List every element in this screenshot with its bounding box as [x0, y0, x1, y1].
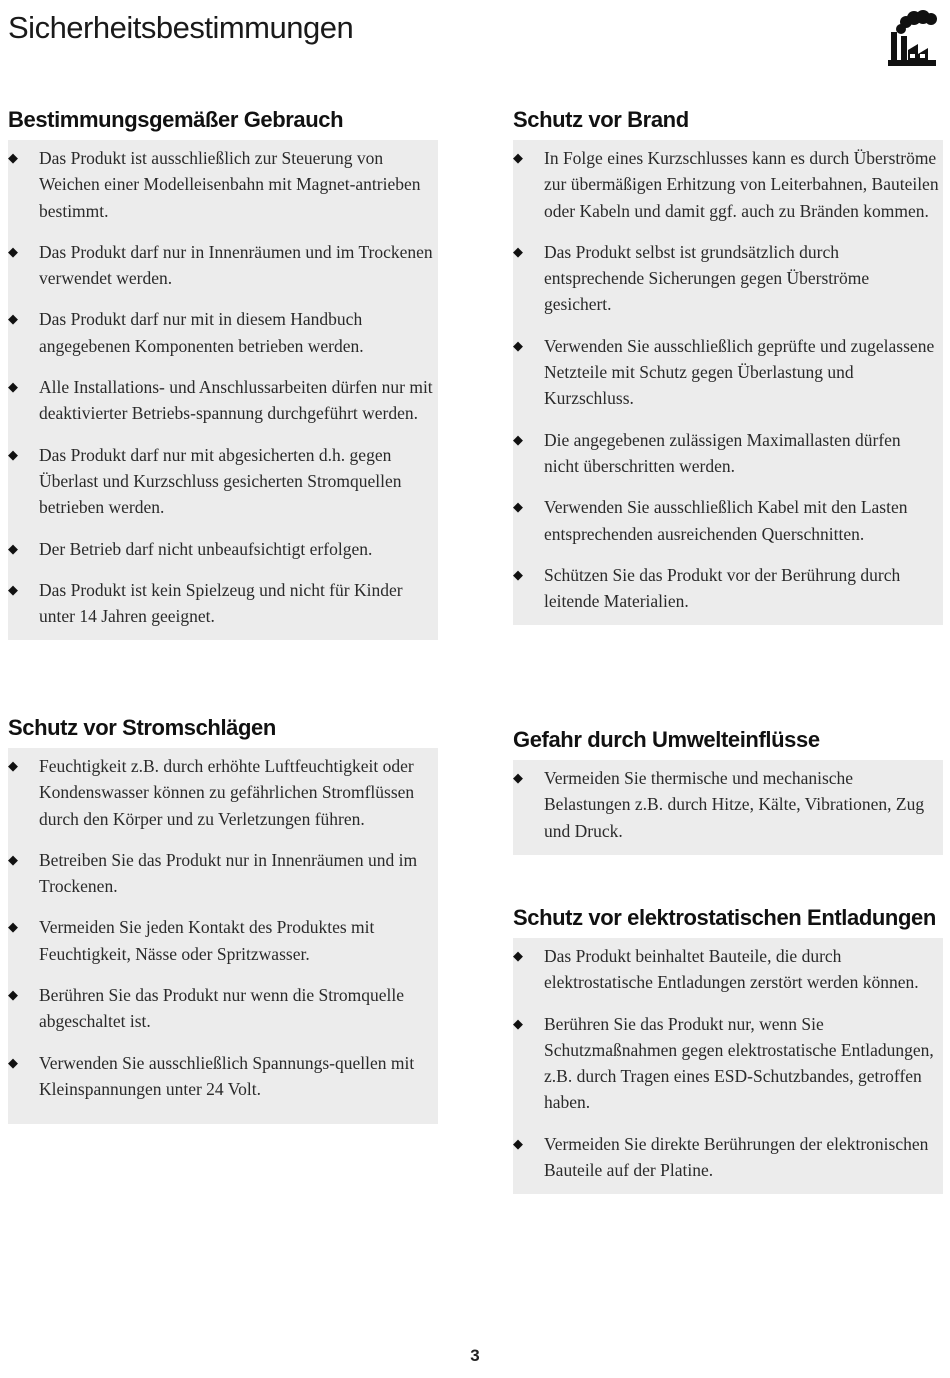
list-item-text: Alle Installations- und Anschlussarbeiten dürfen nur mit deaktivierter Betriebs-spannung durchgeführt werden.	[39, 377, 433, 424]
list-item-text: Vermeiden Sie jeden Kontakt des Produktes mit Feuchtigkeit, Nässe oder Spritzwasser.	[39, 917, 375, 964]
diamond-bullet-icon: ◆	[513, 499, 523, 515]
diamond-bullet-icon: ◆	[8, 311, 18, 327]
list-item-text: Vermeiden Sie thermische und mechanische Belastungen z.B. durch Hitze, Kälte, Vibrationen, Zug und Druck.	[544, 768, 925, 841]
diamond-bullet-icon: ◆	[513, 243, 523, 259]
list-item	[513, 239, 943, 333]
list-item	[8, 982, 438, 1050]
list-item	[513, 943, 943, 1011]
list-item-text: Schützen Sie das Produkt vor der Berührung durch leitende Materialien.	[544, 564, 901, 612]
list-item-text: Feuchtigkeit z.B. durch erhöhte Luftfeuchtigkeit oder Kondenswasser können zu gefährlichen Stromflüssen durch den Körper und zu Verletzungen führen.	[39, 756, 415, 829]
diamond-bullet-icon: ◆	[8, 758, 18, 773]
list-item	[8, 1050, 438, 1107]
diamond-bullet-icon: ◆	[513, 1135, 523, 1151]
diamond-bullet-icon: ◆	[513, 1015, 523, 1031]
list-item	[513, 427, 943, 495]
section-box	[513, 140, 943, 625]
factory-icon	[884, 8, 940, 68]
list-item	[513, 145, 943, 239]
diamond-bullet-icon: ◆	[513, 337, 523, 353]
section-bestimmungsgemaesser-gebrauch	[8, 100, 438, 640]
list-item-text: Verwenden Sie ausschließlich Spannungs-quellen mit Kleinspannungen unter 24 Volt.	[39, 1052, 415, 1099]
section-box	[513, 760, 943, 855]
list-item-text: Vermeiden Sie direkte Berührungen der elektronischen Bauteile auf der Platine.	[544, 1133, 929, 1181]
section-heading: Schutz vor Brand	[513, 107, 689, 132]
list-item	[513, 1011, 943, 1131]
list-item	[8, 145, 438, 239]
diamond-bullet-icon: ◆	[8, 1054, 18, 1070]
diamond-bullet-icon: ◆	[8, 987, 18, 1003]
list-item	[513, 333, 943, 427]
list-item	[8, 753, 438, 847]
page-title: Sicherheitsbestimmungen	[8, 10, 354, 45]
diamond-bullet-icon: ◆	[8, 150, 18, 165]
diamond-bullet-icon: ◆	[8, 919, 18, 935]
section-heading: Schutz vor elektrostatischen Entladungen	[513, 905, 936, 930]
list-item-text: Das Produkt selbst ist grundsätzlich durch entsprechende Sicherungen gegen Überströme gesichert.	[544, 241, 870, 315]
section-box	[8, 748, 438, 1124]
page-number: 3	[470, 1346, 480, 1365]
list-item-text: Das Produkt beinhaltet Bauteile, die durch elektrostatische Entladungen zerstört werden können.	[544, 946, 919, 993]
list-item	[8, 847, 438, 915]
list-item-text: Berühren Sie das Produkt nur wenn die Stromquelle abgeschaltet ist.	[39, 985, 405, 1032]
diamond-bullet-icon: ◆	[8, 581, 18, 597]
list-item-text: Das Produkt darf nur mit abgesicherten d.h. gegen Überlast und Kurzschluss gesicherten Stromquellen betrieben werden.	[39, 444, 402, 518]
list-item-text: Die angegebenen zulässigen Maximallasten dürfen nicht überschritten werden.	[544, 429, 901, 476]
list-item	[8, 239, 438, 307]
diamond-bullet-icon: ◆	[513, 150, 523, 165]
section-heading: Bestimmungsgemäßer Gebrauch	[8, 107, 344, 132]
diamond-bullet-icon: ◆	[8, 243, 18, 259]
list-item-text: Das Produkt darf nur mit in diesem Handbuch angegebenen Komponenten betrieben werden.	[39, 309, 364, 356]
diamond-bullet-icon: ◆	[513, 770, 523, 785]
list-item-text: Das Produkt ist ausschließlich zur Steuerung von Weichen einer Modelleisenbahn mit Magnet-antrieben bestimmt.	[39, 148, 421, 221]
list-item-text: Der Betrieb darf nicht unbeaufsichtigt erfolgen.	[39, 538, 373, 559]
section-schutz-vor-brand	[513, 100, 943, 625]
diamond-bullet-icon: ◆	[513, 948, 523, 963]
section-heading: Gefahr durch Umwelteinflüsse	[513, 727, 820, 752]
section-box	[8, 140, 438, 640]
diamond-bullet-icon: ◆	[8, 851, 18, 867]
list-item	[8, 914, 438, 982]
diamond-bullet-icon: ◆	[8, 446, 18, 462]
list-item-text: Berühren Sie das Produkt nur, wenn Sie Schutzmaßnahmen gegen elektrostatische Entladungen, z.B. durch Tragen eines ESD-Schutzbandes, getroffen haben.	[544, 1013, 934, 1113]
list-item-text: Verwenden Sie ausschließlich Kabel mit den Lasten entsprechenden ausreichenden Querschnitten.	[544, 497, 908, 544]
list-item-text: Betreiben Sie das Produkt nur in Innenräumen und im Trockenen.	[39, 849, 418, 897]
list-item	[513, 494, 943, 562]
list-item	[513, 765, 943, 848]
list-item-text: In Folge eines Kurzschlusses kann es durch Überströme zur übermäßigen Erhitzung von Leiterbahnen, Bauteilen oder Kabeln und damit ggf. auch zu Bränden kommen.	[544, 148, 939, 221]
list-item-text: Das Produkt ist kein Spielzeug und nicht für Kinder unter 14 Jahren geeignet.	[39, 579, 403, 627]
list-item	[513, 1131, 943, 1188]
diamond-bullet-icon: ◆	[513, 566, 523, 582]
list-item	[8, 536, 438, 577]
list-item	[513, 562, 943, 619]
diamond-bullet-icon: ◆	[513, 431, 523, 447]
section-box	[513, 938, 943, 1194]
list-item	[8, 374, 438, 442]
diamond-bullet-icon: ◆	[8, 379, 18, 395]
list-item	[8, 442, 438, 536]
list-item	[8, 577, 438, 634]
list-item	[8, 306, 438, 374]
section-schutz-vor-stromschlaegen	[8, 708, 438, 1124]
list-item-text: Das Produkt darf nur in Innenräumen und im Trockenen verwendet werden.	[39, 241, 433, 289]
list-item-text: Verwenden Sie ausschließlich geprüfte und zugelassene Netzteile mit Schutz gegen Überlastung und Kurzschluss.	[544, 335, 935, 409]
section-gefahr-durch-umwelteinfluesse	[513, 720, 943, 855]
section-schutz-vor-elektrostatischen-entladungen	[513, 898, 943, 1194]
section-heading: Schutz vor Stromschlägen	[8, 715, 276, 740]
diamond-bullet-icon: ◆	[8, 540, 18, 556]
